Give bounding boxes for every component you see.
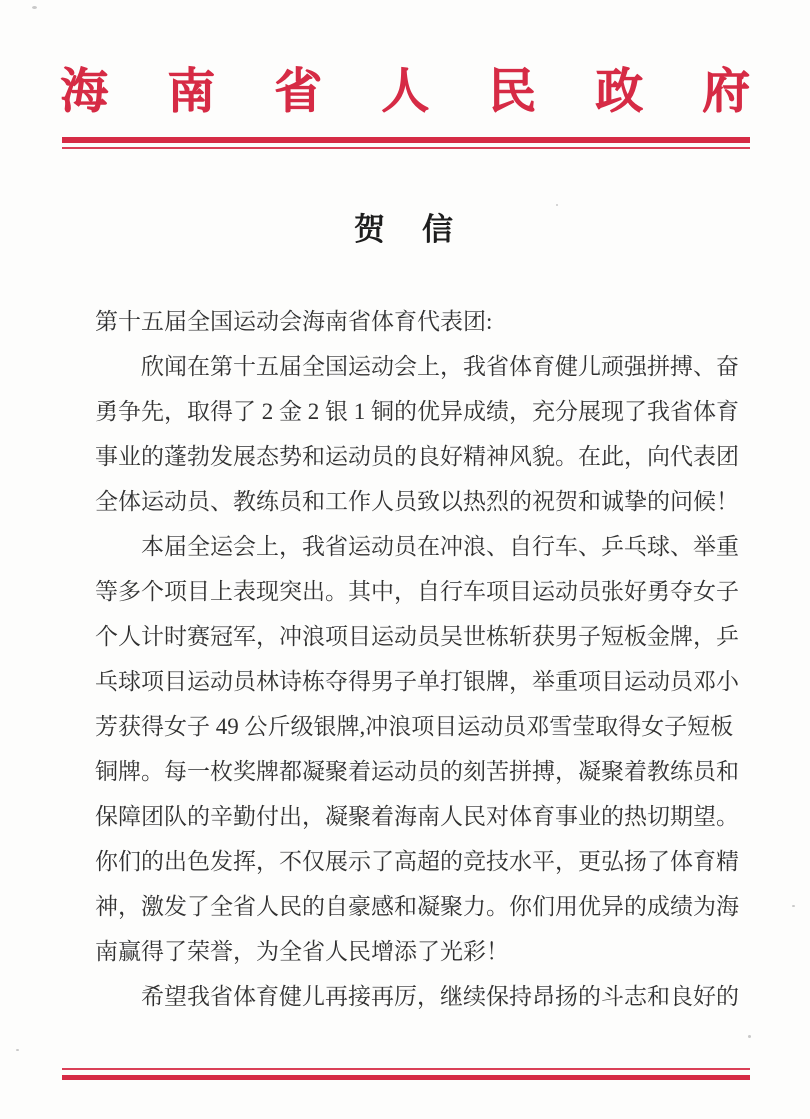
letter-line: 第十五届全国运动会海南省体育代表团: [95, 309, 493, 334]
letterhead-org-name: 海南省人民政府 [59, 65, 809, 118]
letter-line: 保障团队的辛勤付出，凝聚着海南人民对体育事业的热切期望。 [95, 804, 739, 829]
letter-line: 欣闻在第十五届全国运动会上，我省体育健儿顽强拼搏、奋 [141, 354, 739, 379]
header-rule-thick [62, 137, 750, 143]
letter-line: 神，激发了全省人民的自豪感和凝聚力。你们用优异的成绩为海 [95, 894, 739, 919]
footer-double-rule [62, 1068, 750, 1080]
letter-line: 芳获得女子 49 公斤级银牌,冲浪项目运动员邓雪莹取得女子短板 [95, 714, 734, 739]
letter-line: 等多个项目上表现突出。其中，自行车项目运动员张好勇夺女子 [95, 579, 739, 604]
letter-line: 乓球项目运动员林诗栋夺得男子单打银牌，举重项目运动员邓小 [95, 669, 739, 694]
footer-rule-thin [62, 1068, 750, 1070]
header-rule-thin [62, 147, 750, 149]
letter-line: 你们的出色发挥，不仅展示了高超的竞技水平，更弘扬了体育精 [95, 849, 739, 874]
header-double-rule [62, 137, 750, 149]
letter-body [95, 299, 739, 1019]
scan-speck [792, 905, 795, 907]
letter-line: 南赢得了荣誉，为全省人民增添了光彩！ [95, 939, 509, 964]
scan-speck [748, 1035, 751, 1038]
letter-title: 贺 信 [354, 212, 456, 247]
scan-speck [556, 204, 558, 206]
letter-line: 事业的蓬勃发展态势和运动员的良好精神风貌。在此，向代表团 [95, 444, 739, 469]
footer-rule-thick [62, 1075, 750, 1080]
scan-speck [32, 6, 37, 9]
letter-line: 本届全运会上，我省运动员在冲浪、自行车、乒乓球、举重 [141, 534, 739, 559]
letter-line: 希望我省体育健儿再接再厉，继续保持昂扬的斗志和良好的 [141, 984, 739, 1009]
letter-line: 全体运动员、教练员和工作人员致以热烈的祝贺和诚挚的问候！ [95, 489, 739, 514]
letter-line: 个人计时赛冠军，冲浪项目运动员吴世栋斩获男子短板金牌，乒 [95, 624, 739, 649]
letter-line: 铜牌。每一枚奖牌都凝聚着运动员的刻苦拼搏，凝聚着教练员和 [95, 759, 739, 784]
scan-speck [16, 1049, 19, 1051]
letterhead [0, 52, 810, 121]
letter-line: 勇争先，取得了 2 金 2 银 1 铜的优异成绩，充分展现了我省体育 [95, 399, 739, 424]
